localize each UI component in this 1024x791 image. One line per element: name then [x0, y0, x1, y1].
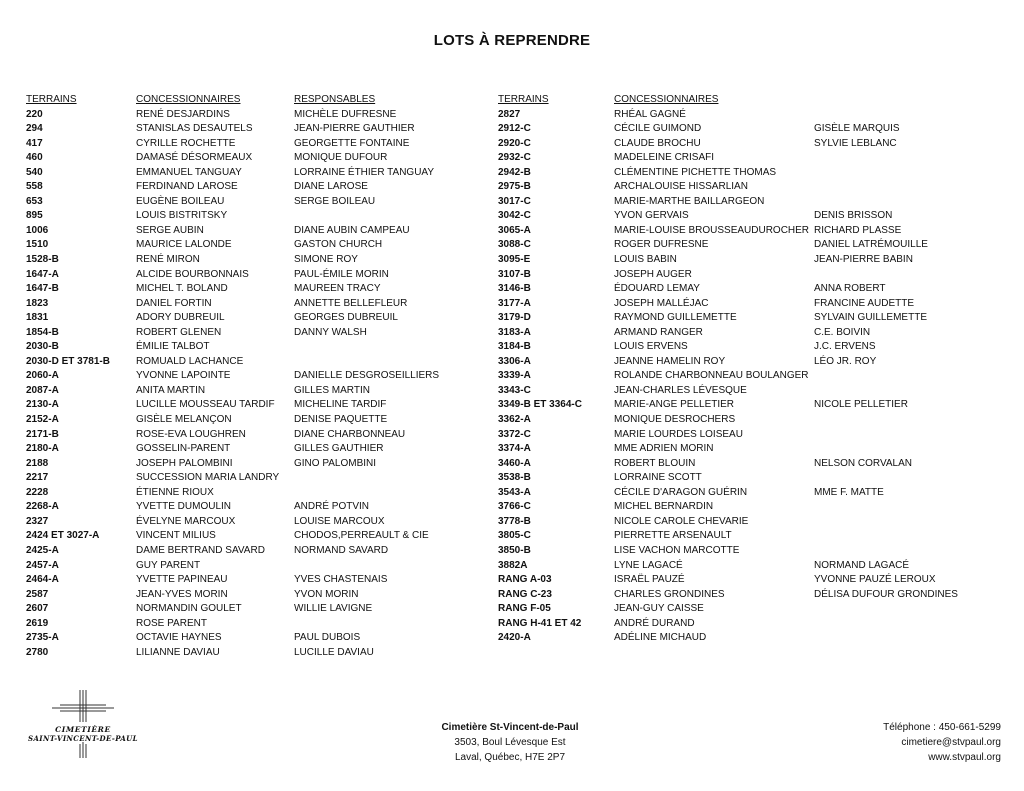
cell-concessionnaire: DAME BERTRAND SAVARD — [136, 544, 265, 556]
cell-concessionnaire: JEAN-CHARLES LÉVESQUE — [614, 384, 747, 396]
cell-responsable: LÉO JR. ROY — [814, 355, 877, 367]
cell-concessionnaire: EUGÈNE BOILEAU — [136, 195, 225, 207]
cell-terrain: 3339-A — [498, 370, 531, 382]
cell-terrain: RANG F-05 — [498, 603, 551, 615]
cell-concessionnaire: PIERRETTE ARSENAULT — [614, 530, 732, 542]
cell-responsable: MICHÈLE DUFRESNE — [294, 108, 397, 120]
cell-concessionnaire: VINCENT MILIUS — [136, 530, 216, 542]
cell-responsable: DÉLISA DUFOUR GRONDINES — [814, 588, 958, 600]
cell-responsable: GILLES GAUTHIER — [294, 443, 384, 455]
page-title: LOTS À REPRENDRE — [433, 32, 591, 49]
cell-responsable: YVONNE PAUZÉ LEROUX — [814, 574, 936, 586]
cell-terrain: 2587 — [26, 588, 49, 600]
cell-responsable: DIANE LAROSE — [294, 181, 368, 193]
cell-concessionnaire: ADORY DUBREUIL — [136, 312, 225, 324]
cell-concessionnaire: RHÉAL GAGNÉ — [614, 108, 686, 120]
cell-responsable: DENISE PAQUETTE — [294, 414, 388, 426]
cell-terrain: 2217 — [26, 472, 49, 484]
cell-terrain: 3805-C — [498, 530, 531, 542]
cell-concessionnaire: CÉCILE D'ARAGON GUÉRIN — [614, 486, 748, 498]
cell-concessionnaire: ROGER DUFRESNE — [614, 239, 709, 251]
cell-terrain: 3095-E — [498, 254, 531, 266]
cell-terrain: 1510 — [26, 239, 49, 251]
cell-responsable: DIANE AUBIN CAMPEAU — [294, 224, 410, 236]
cell-concessionnaire: CÉCILE GUIMOND — [614, 123, 702, 135]
cell-concessionnaire: MARIE LOURDES LOISEAU — [614, 428, 743, 440]
cell-concessionnaire: JOSEPH AUGER — [614, 268, 692, 280]
cell-concessionnaire: DAMASÉ DÉSORMEAUX — [136, 152, 253, 164]
cell-terrain: 2327 — [26, 515, 49, 527]
cell-concessionnaire: LOUIS ERVENS — [614, 341, 688, 353]
header-terrains: TERRAINS — [498, 94, 549, 105]
cell-responsable: J.C. ERVENS — [814, 341, 876, 353]
cell-concessionnaire: EMMANUEL TANGUAY — [136, 166, 242, 178]
cell-responsable: DANNY WALSH — [294, 326, 367, 338]
cell-terrain: 653 — [26, 195, 43, 207]
cell-responsable: C.E. BOIVIN — [814, 326, 871, 338]
cell-concessionnaire: RAYMOND GUILLEMETTE — [614, 312, 737, 324]
cell-concessionnaire: ANDRÉ DURAND — [614, 617, 695, 629]
cell-concessionnaire: ÉMILIE TALBOT — [136, 341, 210, 353]
header-concessionnaires: CONCESSIONNAIRES — [614, 94, 719, 105]
cell-terrain: 3107-B — [498, 268, 531, 280]
cell-terrain: 2152-A — [26, 414, 59, 426]
logo-text-line2: SAINT-VINCENT-DE-PAUL — [27, 734, 139, 743]
cell-terrain: 3343-C — [498, 384, 531, 396]
cell-terrain: 1647-B — [26, 283, 59, 295]
cell-concessionnaire: SUCCESSION MARIA LANDRY — [136, 472, 280, 484]
cemetery-name: Cimetière St-Vincent-de-Paul — [441, 722, 579, 733]
cell-responsable: YVES CHASTENAIS — [294, 574, 388, 586]
cell-terrain: 3177-A — [498, 297, 531, 309]
cell-terrain: 2188 — [26, 457, 49, 469]
cell-responsable: MAUREEN TRACY — [294, 283, 381, 295]
cell-concessionnaire: ÉDOUARD LEMAY — [614, 283, 700, 295]
cell-terrain: 2030-B — [26, 341, 59, 353]
cell-terrain: 3042-C — [498, 210, 531, 222]
cell-terrain: RANG A-03 — [498, 574, 552, 586]
cell-concessionnaire: RENÉ MIRON — [136, 254, 200, 266]
cell-responsable: SYLVAIN GUILLEMETTE — [814, 312, 927, 324]
cell-terrain: 2268-A — [26, 501, 59, 513]
cell-responsable: DENIS BRISSON — [814, 210, 893, 222]
header-concessionnaires: CONCESSIONNAIRES — [136, 94, 241, 105]
cell-responsable: NICOLE PELLETIER — [814, 399, 908, 411]
cell-concessionnaire: CLÉMENTINE PICHETTE THOMAS — [614, 166, 777, 178]
cemetery-logo — [22, 688, 144, 760]
cell-concessionnaire: NICOLE CAROLE CHEVARIE — [614, 515, 749, 527]
cell-terrain: 1528-B — [26, 254, 59, 266]
cell-concessionnaire: RENÉ DESJARDINS — [136, 108, 230, 120]
cell-concessionnaire: STANISLAS DESAUTELS — [136, 123, 253, 135]
cell-terrain: 3362-A — [498, 414, 531, 426]
cell-terrain: 2942-B — [498, 166, 531, 178]
cell-responsable: GINO PALOMBINI — [294, 457, 377, 469]
cell-concessionnaire: MICHEL T. BOLAND — [136, 283, 228, 295]
cell-terrain: 2920-C — [498, 137, 531, 149]
cell-terrain: 220 — [26, 108, 43, 120]
cell-concessionnaire: YVETTE PAPINEAU — [136, 574, 228, 586]
cell-terrain: 2424 ET 3027-A — [26, 530, 100, 542]
cell-terrain: 3778-B — [498, 515, 531, 527]
cell-terrain: 2060-A — [26, 370, 59, 382]
cell-concessionnaire: CLAUDE BROCHU — [614, 137, 701, 149]
cell-concessionnaire: ALCIDE BOURBONNAIS — [136, 268, 249, 280]
cell-responsable: RICHARD PLASSE — [814, 224, 902, 236]
cell-concessionnaire: MARIE-LOUISE BROUSSEAUDUROCHER — [614, 224, 810, 236]
cell-concessionnaire: FERDINAND LAROSE — [136, 181, 238, 193]
cell-terrain: 2420-A — [498, 632, 531, 644]
cell-concessionnaire: LYNE LAGACÉ — [614, 559, 683, 571]
cell-responsable: MME F. MATTE — [814, 486, 884, 498]
cell-terrain: 3017-C — [498, 195, 531, 207]
street-address: 3503, Boul Lévesque Est — [454, 737, 566, 748]
cell-concessionnaire: ROMUALD LACHANCE — [136, 355, 244, 367]
cell-terrain: 2171-B — [26, 428, 59, 440]
cell-responsable: PAUL-ÉMILE MORIN — [294, 268, 389, 280]
cell-terrain: 2030-D ET 3781-B — [26, 355, 110, 367]
cell-terrain: 2975-B — [498, 181, 531, 193]
cell-terrain: 1831 — [26, 312, 49, 324]
cell-concessionnaire: MADELEINE CRISAFI — [614, 152, 715, 164]
cell-responsable: ANNETTE BELLEFLEUR — [294, 297, 408, 309]
cell-concessionnaire: ÉVELYNE MARCOUX — [136, 515, 236, 527]
cell-concessionnaire: JEANNE HAMELIN ROY — [614, 355, 726, 367]
cell-concessionnaire: ROBERT BLOUIN — [614, 457, 696, 469]
cell-terrain: 2780 — [26, 646, 49, 658]
cell-responsable: WILLIE LAVIGNE — [294, 603, 373, 615]
cell-terrain: 895 — [26, 210, 43, 222]
cell-concessionnaire: YVONNE LAPOINTE — [136, 370, 231, 382]
cell-terrain: 3183-A — [498, 326, 531, 338]
cell-concessionnaire: CHARLES GRONDINES — [614, 588, 725, 600]
cell-terrain: 2607 — [26, 603, 49, 615]
cell-concessionnaire: JEAN-YVES MORIN — [136, 588, 228, 600]
cell-terrain: 2464-A — [26, 574, 59, 586]
cell-concessionnaire: ÉTIENNE RIOUX — [136, 486, 214, 498]
cell-concessionnaire: LORRAINE SCOTT — [614, 472, 702, 484]
cell-terrain: 3766-C — [498, 501, 531, 513]
cell-concessionnaire: GISÈLE MELANÇON — [136, 414, 232, 426]
cell-terrain: 3460-A — [498, 457, 531, 469]
cell-responsable: LUCILLE DAVIAU — [294, 646, 374, 658]
cell-terrain: 3850-B — [498, 544, 531, 556]
cell-responsable: GISÈLE MARQUIS — [814, 123, 900, 135]
cell-terrain: 3065-A — [498, 224, 531, 236]
header-terrains: TERRAINS — [26, 94, 77, 105]
cell-concessionnaire: LISE VACHON MARCOTTE — [614, 544, 740, 556]
cell-terrain: RANG H-41 ET 42 — [498, 617, 582, 629]
cell-concessionnaire: ROSE-EVA LOUGHREN — [136, 428, 246, 440]
cell-concessionnaire: MME ADRIEN MORIN — [614, 443, 714, 455]
cell-terrain: 2457-A — [26, 559, 59, 571]
cell-concessionnaire: MARIE-ANGE PELLETIER — [614, 399, 735, 411]
cell-concessionnaire: GUY PARENT — [136, 559, 201, 571]
cell-concessionnaire: ADÉLINE MICHAUD — [614, 632, 707, 644]
cell-responsable: ANDRÉ POTVIN — [294, 501, 370, 513]
cell-terrain: 1647-A — [26, 268, 59, 280]
cell-terrain: 2827 — [498, 108, 521, 120]
cell-terrain: 3372-C — [498, 428, 531, 440]
cell-concessionnaire: CYRILLE ROCHETTE — [136, 137, 236, 149]
cell-concessionnaire: YVON GERVAIS — [614, 210, 689, 222]
cell-responsable: NELSON CORVALAN — [814, 457, 912, 469]
phone-number: Téléphone : 450-661-5299 — [883, 722, 1001, 733]
cell-terrain: 2130-A — [26, 399, 59, 411]
cell-terrain: 1006 — [26, 224, 49, 236]
cell-concessionnaire: SERGE AUBIN — [136, 224, 204, 236]
cell-concessionnaire: OCTAVIE HAYNES — [136, 632, 222, 644]
cell-responsable: JEAN-PIERRE GAUTHIER — [294, 123, 415, 135]
cell-terrain: 460 — [26, 152, 43, 164]
cell-terrain: 3179-D — [498, 312, 531, 324]
cell-concessionnaire: JEAN-GUY CAISSE — [614, 603, 704, 615]
cell-terrain: 294 — [26, 123, 43, 135]
email-address[interactable]: cimetiere@stvpaul.org — [901, 737, 1001, 748]
cell-concessionnaire: ARCHALOUISE HISSARLIAN — [614, 181, 748, 193]
cell-responsable: NORMAND SAVARD — [294, 544, 389, 556]
cell-concessionnaire: YVETTE DUMOULIN — [136, 501, 232, 513]
cell-responsable: MICHELINE TARDIF — [294, 399, 387, 411]
cell-responsable: GEORGES DUBREUIL — [294, 312, 398, 324]
cell-concessionnaire: MICHEL BERNARDIN — [614, 501, 714, 513]
cell-concessionnaire: ROBERT GLENEN — [136, 326, 222, 338]
cell-terrain: 3146-B — [498, 283, 531, 295]
cell-concessionnaire: ROLANDE CHARBONNEAU BOULANGER — [614, 370, 809, 382]
cell-terrain: 3538-B — [498, 472, 531, 484]
cell-concessionnaire: DANIEL FORTIN — [136, 297, 212, 309]
cell-responsable: ANNA ROBERT — [814, 283, 886, 295]
cross-icon — [22, 688, 144, 760]
cell-responsable: JEAN-PIERRE BABIN — [814, 254, 913, 266]
cell-terrain: 2425-A — [26, 544, 59, 556]
cell-responsable: DANIELLE DESGROSEILLIERS — [294, 370, 440, 382]
cell-responsable: FRANCINE AUDETTE — [814, 297, 915, 309]
cell-concessionnaire: JOSEPH PALOMBINI — [136, 457, 233, 469]
cell-terrain: 417 — [26, 137, 43, 149]
cell-concessionnaire: ANITA MARTIN — [136, 384, 206, 396]
cell-responsable: GEORGETTE FONTAINE — [294, 137, 410, 149]
cell-responsable: DANIEL LATRÉMOUILLE — [814, 239, 928, 251]
address-block — [380, 720, 640, 765]
cell-concessionnaire: MARIE-MARTHE BAILLARGEON — [614, 195, 765, 207]
cell-responsable: CHODOS,PERREAULT & CIE — [294, 530, 429, 542]
cell-concessionnaire: LOUIS BISTRITSKY — [136, 210, 228, 222]
cell-responsable: GILLES MARTIN — [294, 384, 370, 396]
cell-terrain: 558 — [26, 181, 43, 193]
cell-terrain: 1854-B — [26, 326, 59, 338]
cell-terrain: 2228 — [26, 486, 49, 498]
contact-block — [883, 720, 1001, 765]
cell-terrain: 2912-C — [498, 123, 531, 135]
cell-concessionnaire: JOSEPH MALLÉJAC — [614, 297, 709, 309]
cell-responsable: LOUISE MARCOUX — [294, 515, 385, 527]
cell-terrain: 3543-A — [498, 486, 531, 498]
cell-responsable: NORMAND LAGACÉ — [814, 559, 910, 571]
cell-responsable: GASTON CHURCH — [294, 239, 383, 251]
header-responsables: RESPONSABLES — [294, 94, 376, 105]
cell-responsable: SIMONE ROY — [294, 254, 358, 266]
cell-terrain: 3374-A — [498, 443, 531, 455]
cell-responsable: MONIQUE DUFOUR — [294, 152, 388, 164]
cell-responsable: SYLVIE LEBLANC — [814, 137, 897, 149]
cell-terrain: 3088-C — [498, 239, 531, 251]
cell-concessionnaire: LILIANNE DAVIAU — [136, 646, 220, 658]
cell-terrain: 3306-A — [498, 355, 531, 367]
cell-concessionnaire: NORMANDIN GOULET — [136, 603, 242, 615]
cell-responsable: DIANE CHARBONNEAU — [294, 428, 406, 440]
cell-terrain: 3882A — [498, 559, 528, 571]
cell-terrain: 3349-B ET 3364-C — [498, 399, 582, 411]
cell-terrain: 2087-A — [26, 384, 59, 396]
cell-concessionnaire: ARMAND RANGER — [614, 326, 703, 338]
cell-concessionnaire: LUCILLE MOUSSEAU TARDIF — [136, 399, 275, 411]
website-link[interactable]: www.stvpaul.org — [928, 752, 1001, 763]
cell-terrain: 2735-A — [26, 632, 59, 644]
cell-concessionnaire: MAURICE LALONDE — [136, 239, 232, 251]
cell-concessionnaire: LOUIS BABIN — [614, 254, 677, 266]
cell-terrain: 540 — [26, 166, 43, 178]
cell-responsable: YVON MORIN — [294, 588, 359, 600]
cell-terrain: 2619 — [26, 617, 49, 629]
cell-responsable: SERGE BOILEAU — [294, 195, 376, 207]
cell-responsable: LORRAINE ÉTHIER TANGUAY — [294, 166, 435, 178]
cell-terrain: 1823 — [26, 297, 49, 309]
cell-terrain: 2180-A — [26, 443, 59, 455]
cell-concessionnaire: ISRAËL PAUZÉ — [614, 574, 685, 586]
cell-concessionnaire: GOSSELIN-PARENT — [136, 443, 231, 455]
city-address: Laval, Québec, H7E 2P7 — [454, 752, 566, 763]
cell-concessionnaire: ROSE PARENT — [136, 617, 207, 629]
cell-concessionnaire: MONIQUE DESROCHERS — [614, 414, 736, 426]
cell-terrain: 3184-B — [498, 341, 531, 353]
logo-text-line1: CIMETIÈRE — [55, 725, 111, 734]
cell-responsable: PAUL DUBOIS — [294, 632, 361, 644]
cell-terrain: RANG C-23 — [498, 588, 552, 600]
cell-terrain: 2932-C — [498, 152, 531, 164]
